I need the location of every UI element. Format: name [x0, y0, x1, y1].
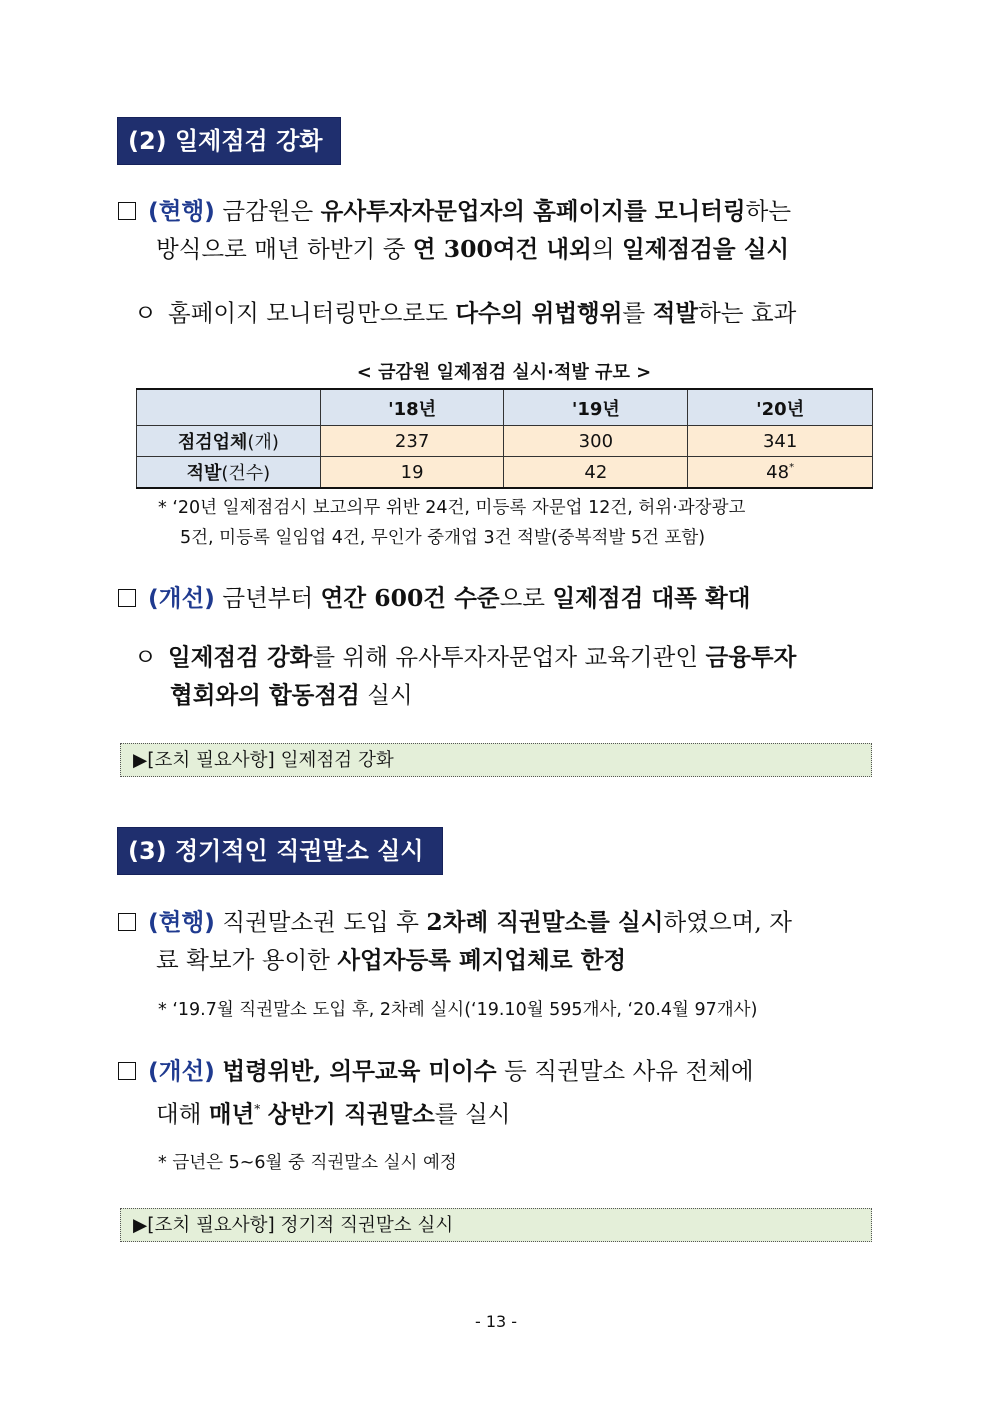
section-3-heading: (3) 정기적인 직권말소 실시 — [118, 828, 442, 874]
text: 를 위해 유사투자자문업자 교육기관인 — [312, 643, 699, 671]
section-2-sub-bullet-1 — [134, 294, 874, 332]
text: 하는 — [745, 197, 792, 225]
text: 방식으로 매년 하반기 중 — [156, 235, 406, 263]
text: 금년부터 — [222, 584, 314, 612]
row-label-unit: (개) — [247, 432, 279, 453]
bold-text: 사업자등록 폐지업체로 한정 — [337, 946, 627, 974]
row-label-unit: (건수) — [221, 463, 271, 484]
text: 등 직권말소 사유 전체에 — [504, 1057, 754, 1085]
page-number: - 13 - — [474, 1312, 518, 1331]
section-2-heading: (2) 일제점검 강화 — [118, 118, 340, 164]
bold-text: 매년 — [208, 1099, 255, 1128]
table-footnote-line-1: * ‘20년 일제점검시 보고의무 위반 24건, 미등록 자문업 12건, 허위·과장광고 — [158, 498, 746, 518]
section-3-note-2: * 금년은 5~6월 중 직권말소 실시 예정 — [158, 1153, 457, 1173]
continuation-line — [118, 230, 874, 268]
continuation-line — [118, 1090, 874, 1133]
bullet-circle-icon: ㅇ — [134, 643, 157, 671]
cell-value: 48 — [766, 461, 790, 483]
table-cell: 300 — [504, 426, 688, 457]
checkbox-square-icon — [118, 1062, 136, 1080]
checkbox-square-icon — [118, 913, 136, 931]
bold-text: 법령위반, 의무교육 미이수 — [222, 1057, 497, 1085]
section-2-current-paragraph — [118, 192, 874, 268]
table-cell — [688, 457, 873, 489]
inspection-table — [136, 388, 873, 489]
table-header-empty — [137, 389, 321, 426]
table-caption: < 금감원 일제점검 실시·적발 규모 > — [356, 362, 652, 383]
improve-label: (개선) — [148, 1057, 215, 1085]
checkbox-square-icon — [118, 202, 136, 220]
bold-text: 협회와의 합동점검 — [170, 681, 360, 709]
bold-text: 일제점검을 실시 — [622, 235, 790, 263]
section-2-sub-bullet-2 — [134, 638, 874, 714]
text: 를 — [622, 299, 646, 327]
text: 하는 효과 — [698, 299, 797, 327]
table-header-row — [137, 389, 873, 426]
table-header-2019: '19년 — [504, 389, 688, 426]
bold-text: 일제점검 강화 — [168, 643, 313, 671]
text: 하였으며, 자 — [663, 908, 792, 936]
text: 를 실시 — [434, 1099, 511, 1128]
bullet-circle-icon: ㅇ — [134, 299, 157, 327]
section-3-current-paragraph — [118, 903, 874, 979]
action-required-box-2: ▶[조치 필요사항] 정기적 직권말소 실시 — [120, 1208, 872, 1242]
bold-text: 2차례 직권말소를 실시 — [426, 908, 664, 936]
table-row — [137, 457, 873, 489]
text: 의 — [591, 235, 615, 263]
bold-text: 적발 — [652, 299, 699, 327]
row-label — [137, 457, 321, 489]
continuation-line — [118, 941, 874, 979]
text: 료 확보가 용이한 — [156, 946, 330, 974]
table-footnote-line-2: 5건, 미등록 일임업 4건, 무인가 중개업 3건 적발(중복적발 5건 포함) — [180, 528, 706, 548]
table-cell: 19 — [320, 457, 504, 489]
text: 실시 — [367, 681, 413, 709]
text: 홈페이지 모니터링만으로도 — [168, 299, 448, 327]
improve-label: (개선) — [148, 584, 215, 612]
current-label: (현행) — [148, 197, 215, 225]
section-3-improve-paragraph — [118, 1052, 874, 1133]
footnote-mark: * — [254, 1102, 261, 1116]
section-2-improve-paragraph — [118, 579, 874, 617]
section-3-note-1: * ‘19.7월 직권말소 도입 후, 2차례 실시(‘19.10월 595개사, ‘20.4월 97개사) — [158, 1000, 758, 1020]
text: 으로 — [499, 584, 545, 612]
text: 대해 — [156, 1099, 202, 1128]
text: 금감원은 — [222, 197, 314, 225]
table-cell: 42 — [504, 457, 688, 489]
text: 직권말소권 도입 후 — [222, 908, 419, 936]
bold-text: 일제점검 대폭 확대 — [552, 584, 751, 612]
checkbox-square-icon — [118, 589, 136, 607]
row-label-bold: 적발 — [186, 463, 222, 484]
footnote-mark: * — [789, 461, 795, 473]
current-label: (현행) — [148, 908, 215, 936]
bold-text: 다수의 위법행위 — [455, 299, 623, 327]
table-header-2018: '18년 — [320, 389, 504, 426]
table-row — [137, 426, 873, 457]
bold-text: 상반기 직권말소 — [267, 1099, 435, 1128]
bold-text: 금융투자 — [705, 643, 797, 671]
bold-text: 유사투자자문업자의 홈페이지를 모니터링 — [320, 197, 746, 225]
row-label — [137, 426, 321, 457]
continuation-line — [134, 676, 874, 714]
table-cell: 341 — [688, 426, 873, 457]
table-header-2020: '20년 — [688, 389, 873, 426]
action-required-box-1: ▶[조치 필요사항] 일제점검 강화 — [120, 743, 872, 777]
table-cell: 237 — [320, 426, 504, 457]
bold-text: 연 300여건 내외 — [412, 235, 592, 263]
row-label-bold: 점검업체 — [177, 432, 248, 453]
bold-text: 연간 600건 수준 — [320, 584, 500, 612]
